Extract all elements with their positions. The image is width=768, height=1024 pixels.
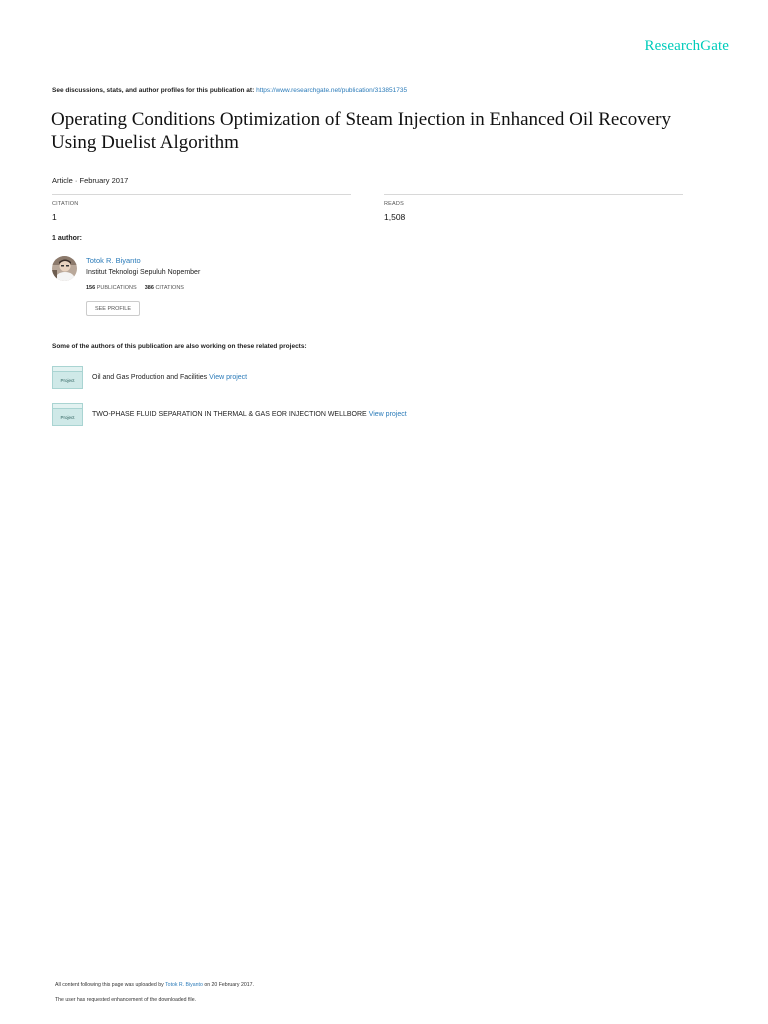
publication-url-link[interactable]: https://www.researchgate.net/publication/313851735 [256,87,408,94]
uploader-name-link[interactable]: Totok R. Biyanto [165,982,203,988]
author-publications-label: PUBLICATIONS [96,285,137,291]
upload-note-suffix: on 20 February 2017. [204,982,254,988]
discussions-line [52,87,407,94]
enhancement-note: The user has requested enhancement of the downloaded file. [55,997,197,1003]
author-citations-count: 386 [144,285,154,291]
project-text [92,411,407,418]
project-icon-label: Project [60,415,75,420]
project-title: Oil and Gas Production and Facilities [92,374,208,381]
author-avatar[interactable] [52,256,77,281]
researchgate-logo[interactable]: ResearchGate [644,38,729,54]
project-text [92,374,247,381]
citation-value: 1 [52,212,57,222]
author-name-link[interactable]: Totok R. Biyanto [86,256,141,265]
author-citations-label: CITATIONS [155,285,184,291]
upload-note-prefix: All content following this page was uploaded by [55,982,164,988]
project-folder-icon [52,403,83,426]
reads-label: READS [384,201,404,207]
see-profile-button[interactable]: SEE PROFILE [86,301,140,316]
citation-divider [52,194,351,195]
upload-note [55,982,254,988]
project-title: TWO-PHASE FLUID SEPARATION IN THERMAL & GAS EOR INJECTION WELLBORE [92,411,367,418]
citation-label: CITATION [52,201,79,207]
reads-divider [384,194,683,195]
publication-title: Operating Conditions Optimization of Steam Injection in Enhanced Oil Recovery Using Duelist Algorithm [51,109,671,153]
project-icon-label: Project [60,378,75,383]
avatar-photo-icon [52,256,77,281]
author-institution: Institut Teknologi Sepuluh Nopember [86,269,201,276]
view-project-link[interactable]: View project [368,411,407,418]
publication-meta: Article · February 2017 [52,176,129,185]
author-stats [86,285,184,291]
reads-value: 1,508 [384,212,406,222]
view-project-link[interactable]: View project [209,374,248,381]
discussions-text: See discussions, stats, and author profiles for this publication at: [52,87,255,94]
project-folder-icon [52,366,83,389]
authors-heading: 1 author: [52,235,82,242]
related-projects-heading: Some of the authors of this publication are also working on these related projects: [52,343,307,350]
author-publications-count: 156 [86,285,96,291]
